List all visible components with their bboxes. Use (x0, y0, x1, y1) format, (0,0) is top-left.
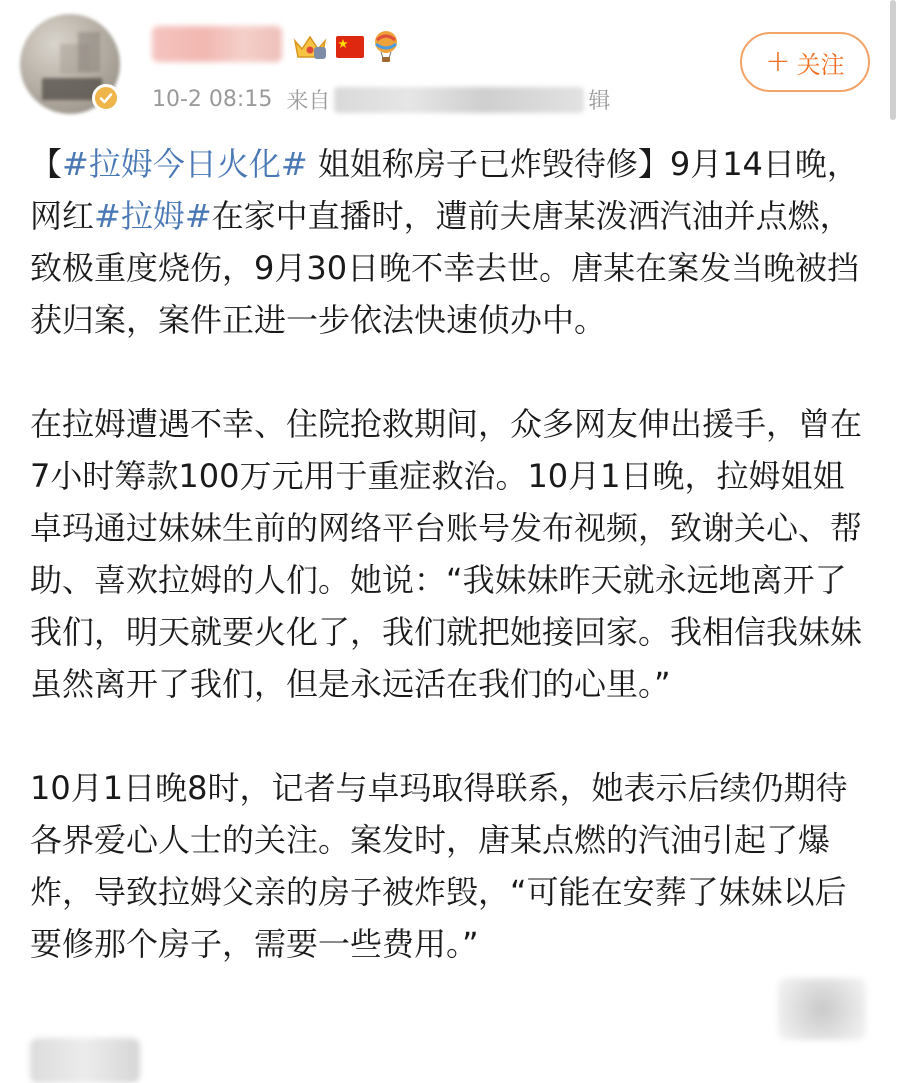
post-body (30, 138, 875, 970)
post-text: 姐姐称房子已炸毁待修】9月14日晚，网红 (30, 145, 859, 235)
redacted-patch (30, 1038, 140, 1083)
post-text: 在家中直播时，遭前夫唐某泼洒汽油并点燃，致极重度烧伤，9月30日晚不幸去世。唐某在案发当晚被挡获归案，案件正进一步依法快速侦办中。 (30, 197, 860, 339)
post-paragraph-3: 10月1日晚8时，记者与卓玛取得联系，她表示后续仍期待各界爱心人士的关注。案发时，唐某点燃的汽油引起了爆炸，导致拉姆父亲的房子被炸毁，“可能在安葬了妹妹以后要修那个房子，需要一些费用。” (30, 769, 848, 963)
source-suffix: 辑 (588, 89, 611, 114)
follow-button[interactable] (740, 32, 870, 92)
scrollbar[interactable] (890, 0, 896, 120)
crown-icon (292, 33, 328, 61)
hashtag-link[interactable]: #拉姆# (94, 197, 212, 235)
post-meta (152, 84, 610, 115)
post-paragraph-1 (30, 138, 875, 346)
verified-badge-icon (92, 84, 120, 112)
china-flag-icon (336, 36, 364, 58)
source-prefix: 来自 (286, 89, 331, 114)
hashtag-link[interactable]: #拉姆今日火化# (62, 145, 308, 183)
username-redacted[interactable] (152, 26, 282, 62)
post-paragraph-2: 在拉姆遭遇不幸、住院抢救期间，众多网友伸出援手，曾在7小时筹款100万元用于重症救治。10月1日晚，拉姆姐姐卓玛通过妹妹生前的网络平台账号发布视频，致谢关心、帮助、喜欢拉姆的人们。她说：“我妹妹昨天就永远地离开了我们，明天就要火化了，我们就把她接回家。我相信我妹妹虽然离开了我们，但是永远活在我们的心里。” (30, 405, 863, 703)
post-time[interactable]: 10-2 08:15 (152, 87, 273, 112)
source-redacted (334, 87, 584, 113)
plus-icon: + (765, 44, 791, 79)
redacted-patch (778, 978, 866, 1040)
follow-label: 关注 (796, 50, 845, 79)
post-text: 【 (30, 145, 63, 183)
balloon-icon (372, 30, 400, 64)
user-badges (292, 30, 400, 64)
